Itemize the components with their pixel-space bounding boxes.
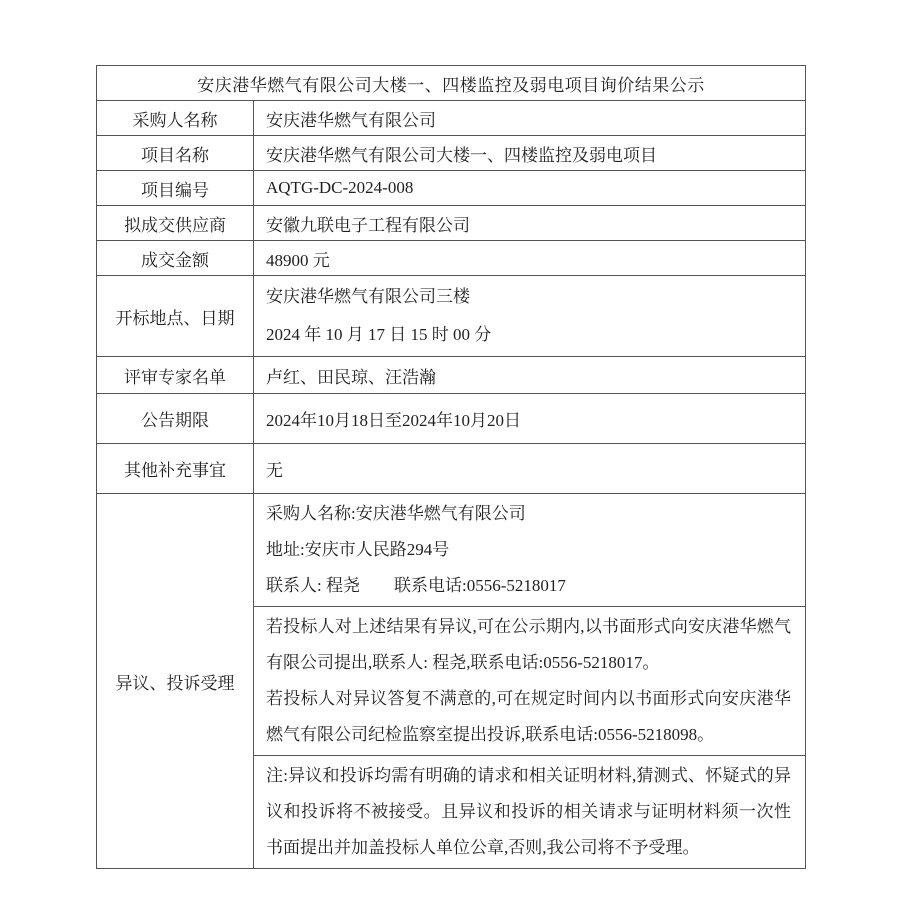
table-row <box>97 276 806 357</box>
objection-procedure-paragraph-2: 若投标人对异议答复不满意的,可在规定时间内以书面形式向安庆港华燃气有限公司纪检监察室提出投诉,联系电话:0556-5218098。 <box>266 689 791 744</box>
table-row <box>97 171 806 206</box>
row-value-deal-amount: 48900 元 <box>254 241 806 276</box>
row-value-proposed-supplier: 安徽九联电子工程有限公司 <box>254 206 806 241</box>
objection-procedure-paragraph-1: 若投标人对上述结果有异议,可在公示期内,以书面形式向安庆港华燃气有限公司提出,联系人: 程尧,联系电话:0556-5218017。 <box>266 617 791 672</box>
table-row <box>97 394 806 444</box>
objection-note-paragraph: 注:异议和投诉均需有明确的请求和相关证明材料,猜测式、怀疑式的异议和投诉将不被接受。且异议和投诉的相关请求与证明材料须一次性书面提出并加盖投标人单位公章,否则,我公司将不予受理。 <box>266 766 791 857</box>
row-value-project-number: AQTG-DC-2024-008 <box>254 171 806 206</box>
table-row <box>97 494 806 607</box>
objection-contact-cell <box>254 494 806 607</box>
announcement-table <box>96 65 806 869</box>
objection-address-line: 地址:安庆市人民路294号 <box>266 540 450 559</box>
row-value-other-matters: 无 <box>254 444 806 494</box>
table-row <box>97 241 806 276</box>
row-label-objection-handling: 异议、投诉受理 <box>97 494 254 869</box>
row-value-review-experts: 卢红、田民琼、汪浩瀚 <box>254 357 806 394</box>
row-label-other-matters: 其他补充事宜 <box>97 444 254 494</box>
row-value-purchaser-name: 安庆港华燃气有限公司 <box>254 101 806 136</box>
row-value-bid-opening <box>254 276 806 357</box>
row-label-bid-opening: 开标地点、日期 <box>97 276 254 357</box>
objection-note-cell <box>254 756 806 869</box>
table-row <box>97 206 806 241</box>
objection-procedure-cell <box>254 607 806 756</box>
row-label-purchaser-name: 采购人名称 <box>97 101 254 136</box>
row-label-proposed-supplier: 拟成交供应商 <box>97 206 254 241</box>
title-row <box>97 66 806 101</box>
table-row <box>97 136 806 171</box>
objection-contact-line: 联系人: 程尧 联系电话:0556-5218017 <box>266 576 566 595</box>
row-label-project-number: 项目编号 <box>97 171 254 206</box>
table-row <box>97 357 806 394</box>
row-label-review-experts: 评审专家名单 <box>97 357 254 394</box>
bid-opening-place: 安庆港华燃气有限公司三楼 <box>266 287 470 306</box>
table-row <box>97 101 806 136</box>
objection-purchaser-line: 采购人名称:安庆港华燃气有限公司 <box>266 504 526 523</box>
row-value-announcement-period: 2024年10月18日至2024年10月20日 <box>254 394 806 444</box>
row-value-project-name: 安庆港华燃气有限公司大楼一、四楼监控及弱电项目 <box>254 136 806 171</box>
page-title: 安庆港华燃气有限公司大楼一、四楼监控及弱电项目询价结果公示 <box>97 66 806 101</box>
row-label-announcement-period: 公告期限 <box>97 394 254 444</box>
row-label-project-name: 项目名称 <box>97 136 254 171</box>
row-label-deal-amount: 成交金额 <box>97 241 254 276</box>
table-row <box>97 444 806 494</box>
bid-opening-datetime: 2024 年 10 月 17 日 15 时 00 分 <box>266 325 492 344</box>
